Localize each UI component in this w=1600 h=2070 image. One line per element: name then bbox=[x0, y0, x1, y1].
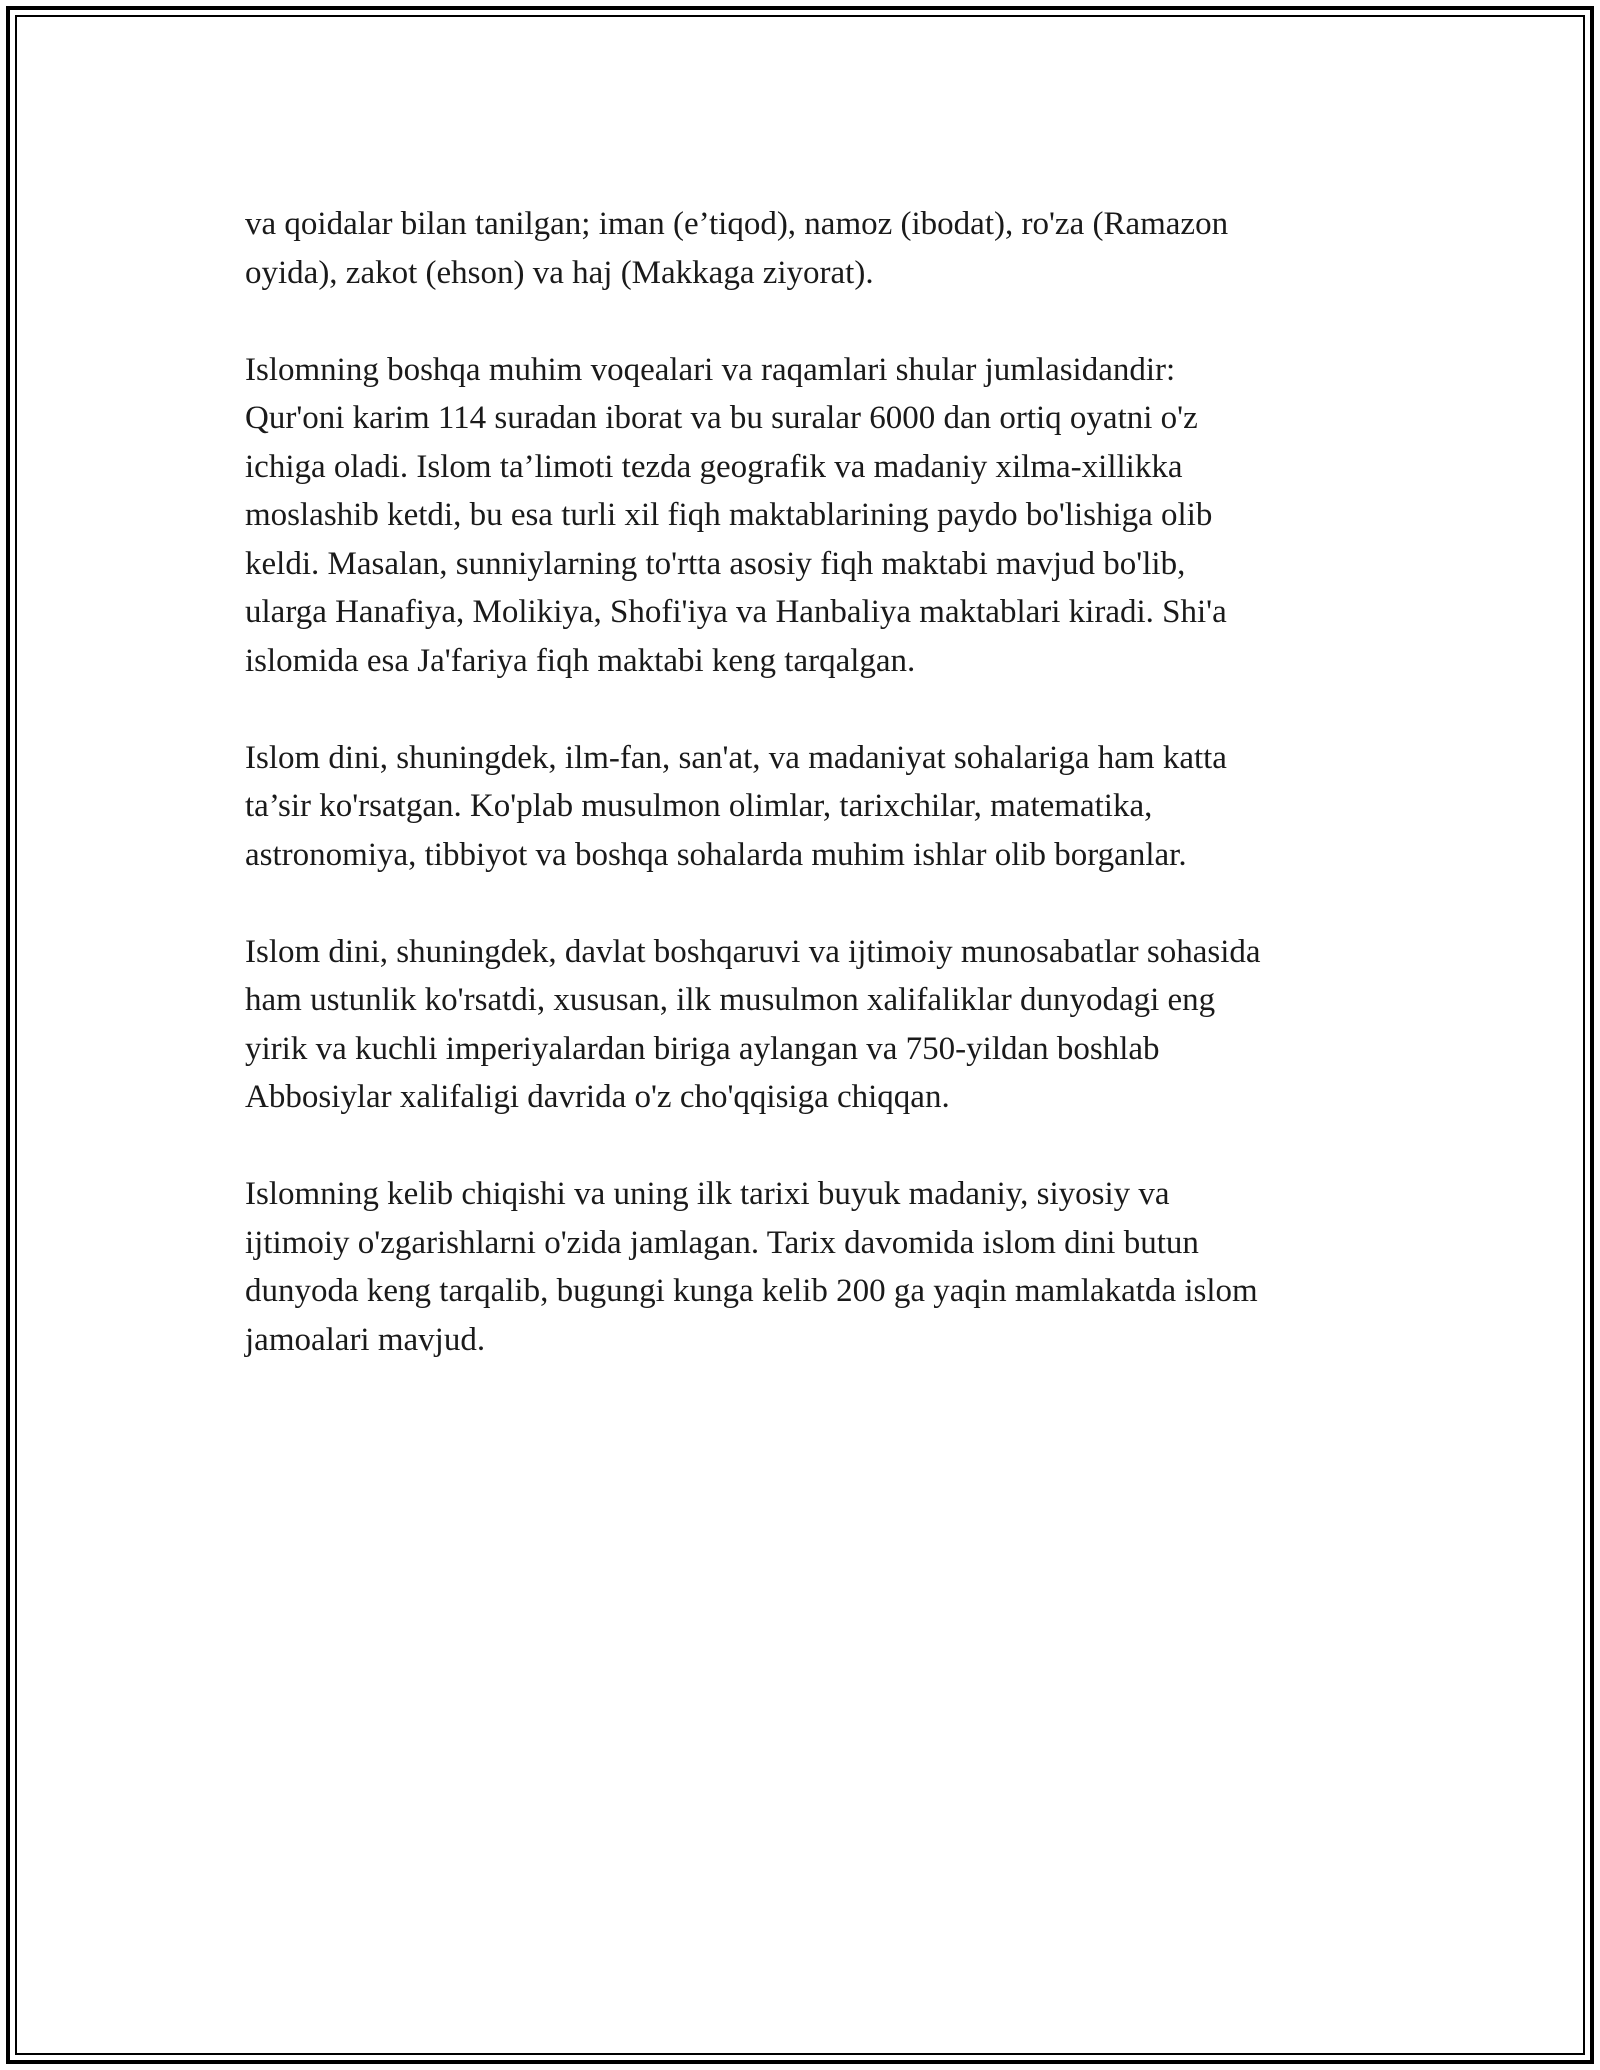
document-body bbox=[245, 200, 1385, 1413]
page-frame bbox=[6, 6, 1594, 2064]
paragraph-science-and-art: Islom dini, shuningdek, ilm-fan, san'at, va madaniyat sohalariga ham katta ta’sir ko'rsatgan. Ko'plab musulmon olimlar, tarixchilar, matematika, astronomiya, tibbiyot va boshqa sohalarda muhim ishlar olib borganlar. bbox=[245, 739, 1227, 873]
paragraph-history: Islomning kelib chiqishi va uning ilk tarixi buyuk madaniy, siyosiy va ijtimoiy o'zgarishlarni o'zida jamlagan. Tarix davomida islom dini butun dunyoda keng tarqalib, bugungi kunga kelib 200 ga yaqin mamlakatda islom jamoalari mavjud. bbox=[245, 1176, 1258, 1358]
paragraph-governance: Islom dini, shuningdek, davlat boshqaruvi va ijtimoiy munosabatlar sohasida ham ustunlik ko'rsatdi, xususan, ilk musulmon xalifaliklar dunyodagi eng yirik va kuchli imperiyalardan biriga aylangan va 750-yildan boshlab Abbosiylar xalifaligi davrida o'z cho'qqisiga chiqqan. bbox=[245, 933, 1261, 1115]
paragraph-quran-and-fiqh: Islomning boshqa muhim voqealari va raqamlari shular jumlasidandir: Qur'oni karim 114 suradan iborat va bu suralar 6000 dan ortiq oyatni o'z ichiga oladi. Islom ta’limoti tezda geografik va madaniy xilma-xillikka moslashib ketdi, bu esa turli xil fiqh maktablarining paydo bo'lishiga olib keldi. Masalan, sunniylarning to'rtta asosiy fiqh maktabi mavjud bo'lib, ularga Hanafiya, Molikiya, Shofi'iya va Hanbaliya maktablari kiradi. Shi'a islomida esa Ja'fariya fiqh maktabi keng tarqalgan. bbox=[245, 351, 1227, 679]
paragraph-pillars: va qoidalar bilan tanilgan; iman (e’tiqod), namoz (ibodat), ro'za (Ramazon oyida), zakot (ehson) va haj (Makkaga ziyorat). bbox=[245, 206, 1229, 291]
